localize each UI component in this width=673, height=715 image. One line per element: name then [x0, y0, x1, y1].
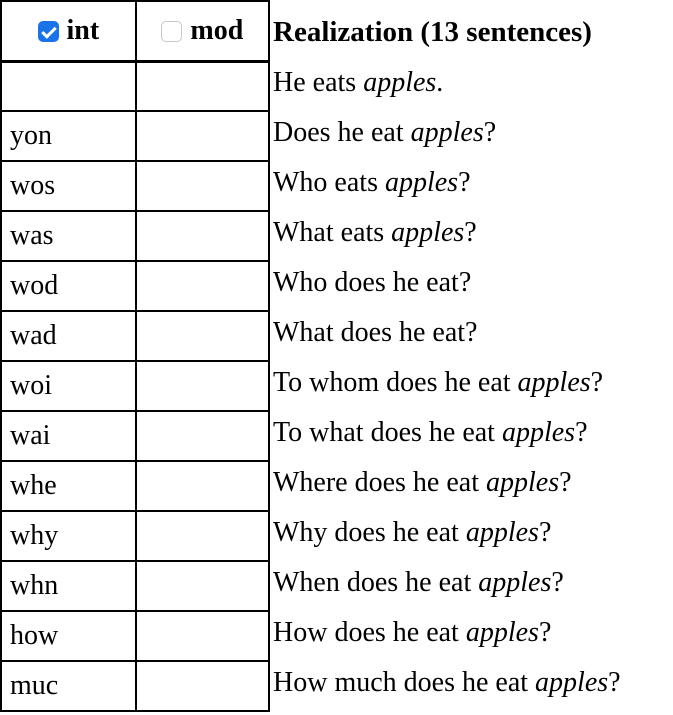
int-column-header[interactable] — [1, 1, 136, 61]
table-row — [1, 661, 269, 711]
sentence-object: apples — [384, 167, 459, 198]
table-row — [1, 361, 269, 411]
mod-cell[interactable] — [136, 561, 269, 611]
table-row — [1, 61, 269, 111]
mod-cell[interactable] — [136, 411, 269, 461]
sentence-text: Why does he eat — [273, 517, 466, 548]
sentence-object: apples — [501, 417, 576, 448]
mod-cell[interactable] — [136, 261, 269, 311]
sentence-text: How much does he eat — [273, 667, 536, 698]
table-row — [1, 611, 269, 661]
realization-sentence — [273, 110, 673, 160]
sentence-text: When does he eat — [273, 567, 479, 598]
sentence-punctuation: ? — [538, 517, 552, 548]
int-cell[interactable]: whe — [1, 461, 136, 511]
realization-panel — [273, 0, 673, 710]
int-cell[interactable]: was — [1, 211, 136, 261]
realization-title: Realization (13 sentences) — [273, 16, 592, 48]
sentence-object: apples — [410, 117, 484, 148]
int-cell[interactable]: how — [1, 611, 136, 661]
mod-checkbox[interactable] — [161, 21, 182, 42]
sentence-punctuation: ? — [608, 667, 621, 698]
sentence-punctuation: . — [436, 67, 444, 98]
sentence-object: apples — [391, 217, 465, 248]
table-row — [1, 261, 269, 311]
realization-sentence — [273, 560, 673, 610]
int-cell[interactable] — [1, 61, 136, 111]
sentence-punctuation: ? — [458, 167, 471, 198]
table-row — [1, 561, 269, 611]
realization-list — [273, 60, 673, 710]
mod-cell[interactable] — [136, 661, 269, 711]
option-table — [0, 0, 270, 712]
mod-cell[interactable] — [136, 111, 269, 161]
table-row — [1, 311, 269, 361]
mod-label: mod — [190, 14, 244, 46]
realization-sentence — [273, 660, 673, 710]
int-cell[interactable]: wad — [1, 311, 136, 361]
realization-sentence — [273, 610, 673, 660]
sentence-text: To whom does he eat — [273, 367, 518, 398]
sentence-text: Who eats — [273, 167, 385, 198]
sentence-object: apples — [486, 467, 560, 498]
int-label: int — [66, 14, 100, 46]
sentence-text: Who does he eat? — [273, 267, 472, 298]
int-cell[interactable]: muc — [1, 661, 136, 711]
sentence-object: apples — [465, 517, 539, 548]
mod-cell[interactable] — [136, 461, 269, 511]
sentence-punctuation: ? — [575, 417, 588, 448]
sentence-text: What does he eat? — [273, 317, 478, 348]
sentence-object: apples — [517, 367, 591, 398]
realization-sentence — [273, 210, 673, 260]
realization-sentence — [273, 310, 673, 360]
sentence-text: What eats — [273, 217, 392, 248]
sentence-text: Does he eat — [273, 117, 411, 148]
int-cell[interactable]: why — [1, 511, 136, 561]
mod-cell[interactable] — [136, 161, 269, 211]
int-checkbox[interactable] — [38, 21, 59, 42]
realization-sentence — [273, 510, 673, 560]
sentence-text: How does he eat — [273, 617, 466, 648]
mod-cell[interactable] — [136, 611, 269, 661]
mod-column-header[interactable] — [136, 1, 269, 61]
sentence-punctuation: ? — [590, 367, 604, 398]
realization-sentence — [273, 410, 673, 460]
mod-cell[interactable] — [136, 211, 269, 261]
sentence-punctuation: ? — [464, 217, 477, 248]
int-cell[interactable]: wod — [1, 261, 136, 311]
sentence-punctuation: ? — [559, 467, 572, 498]
realization-sentence — [273, 60, 673, 110]
option-table-header — [1, 1, 269, 61]
realization-sentence — [273, 160, 673, 210]
sentence-object: apples — [465, 617, 539, 648]
sentence-text: Where does he eat — [273, 467, 486, 498]
int-cell[interactable]: whn — [1, 561, 136, 611]
int-cell[interactable]: wos — [1, 161, 136, 211]
mod-cell[interactable] — [136, 61, 269, 111]
sentence-punctuation: ? — [483, 117, 497, 148]
sentence-punctuation: ? — [538, 617, 552, 648]
realization-sentence — [273, 460, 673, 510]
sentence-text: To what does he eat — [273, 417, 502, 448]
sentence-object: apples — [363, 67, 437, 98]
int-cell[interactable]: wai — [1, 411, 136, 461]
sentence-text: He eats — [273, 67, 364, 98]
sentence-punctuation: ? — [551, 567, 564, 598]
sentence-object: apples — [478, 567, 552, 598]
table-row — [1, 211, 269, 261]
sentence-object: apples — [535, 667, 609, 698]
table-row — [1, 161, 269, 211]
realization-sentence — [273, 360, 673, 410]
table-row — [1, 461, 269, 511]
mod-cell[interactable] — [136, 311, 269, 361]
int-cell[interactable]: yon — [1, 111, 136, 161]
table-row — [1, 511, 269, 561]
mod-cell[interactable] — [136, 361, 269, 411]
table-row — [1, 111, 269, 161]
mod-cell[interactable] — [136, 511, 269, 561]
table-row — [1, 411, 269, 461]
realization-sentence — [273, 260, 673, 310]
int-cell[interactable]: woi — [1, 361, 136, 411]
